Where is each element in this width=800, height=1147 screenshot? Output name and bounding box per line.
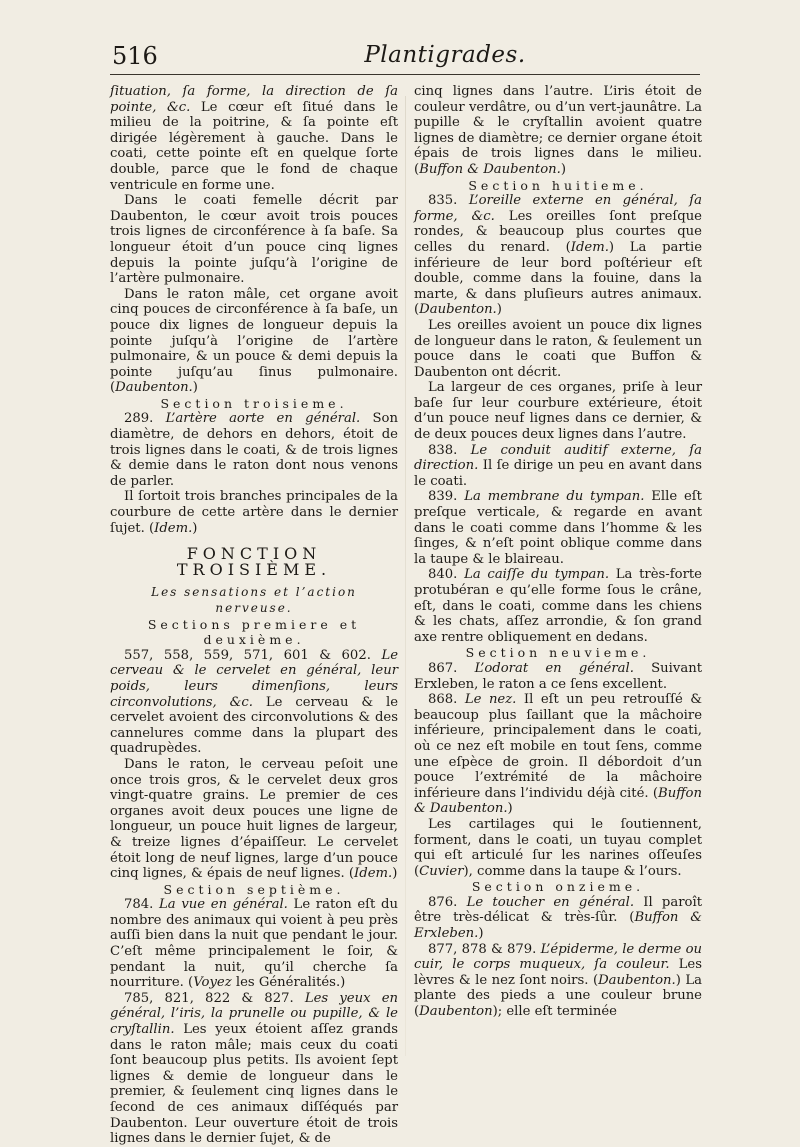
text-run: Les cartilages qui le ſoutiennent, forment, dans le coati, un tuyau complet qui eſt articulé ſur les narines oſſeuſes ( bbox=[414, 816, 702, 879]
text-run: Il ſe dirige un peu en avant dans le coati. bbox=[414, 458, 702, 489]
text-run: Dans le raton mâle, cet organe avoit cinq pouces de circonférence à ſa baſe, un pouce dix lignes de longueur depuis la pointe juſqu’à l’origine de l’artère pulmonaire, & un pouce & demi depuis la pointe juſqu’au ſinus pulmonaire. ( bbox=[110, 286, 398, 396]
text-run: les Généralités.) bbox=[231, 975, 346, 991]
paragraph bbox=[414, 817, 702, 879]
text-run: ), comme dans la taupe & l’ours. bbox=[463, 863, 682, 879]
italic-run: Le nez. bbox=[464, 692, 517, 708]
text-run: Suivant Erxleben, le raton a ce ſens excellent. bbox=[414, 660, 702, 692]
text-run: Son diamètre, de dehors en dehors, étoit de trois lignes dans le coati, & de trois lignes & demie dans le raton dont nous venons de parler. bbox=[110, 411, 398, 489]
text-run: Les lèvres & le nez ſont noirs. ( bbox=[414, 957, 702, 988]
italic-run: L’épiderme, le derme ou cuir, le corps muqueux, ſa couleur. bbox=[414, 941, 702, 973]
italic-run: Idem. bbox=[154, 520, 193, 536]
text-run: La largeur de ces organes, priſe à leur baſe ſur leur courbure extérieure, étoit d’un pouce neuf lignes dans ce dernier, & de deux pouces deux lignes dans l’autre. bbox=[414, 380, 702, 443]
text-run: Il ſortoit trois branches principales de la courbure de cette artère dans le dernier ſujet. ( bbox=[110, 489, 398, 536]
text-run: 289. bbox=[124, 411, 166, 427]
italic-run: La caiſſe du tympan. bbox=[464, 567, 610, 583]
text-run: Dans le raton, le cerveau peſoit une once trois gros, & le cervelet deux gros vingt-quatre grains. Le premier de ces organes avoit deux pouces une ligne de longueur, un pouce huit lignes de largeur, & treize lignes d’épaiſſeur. Le cervelet étoit long de neuf lignes, large d’un pouce cinq lignes, & épais de neuf lignes. ( bbox=[110, 756, 398, 882]
text-run: ) La plante des pieds a une couleur brune ( bbox=[414, 972, 702, 1020]
text-run: La très-forte protubéran e qu’elle forme ſous le crâne, eſt, dans le coati, comme dans les chiens & les chats, aſſez arrondie, & ſon grand axe rentre obliquement en dedans. bbox=[414, 567, 702, 645]
paragraph bbox=[414, 489, 702, 567]
text-run: 867. bbox=[428, 660, 475, 676]
running-title bbox=[0, 42, 800, 68]
paragraph bbox=[414, 318, 702, 380]
paragraph bbox=[414, 567, 702, 645]
text-run: 838. bbox=[428, 442, 471, 458]
text-run: Dans le coati femelle décrit par Daubenton, le cœur avoit trois pouces trois lignes de circonférence à ſa baſe. Sa longueur étoit d’un pouce cinq lignes depuis la pointe juſqu’à l’origine de l’artère pulmonaire. bbox=[110, 193, 398, 287]
paragraph bbox=[414, 661, 702, 692]
text-run: Le raton eſt du nombre des animaux qui voient à peu près auſſi bien dans la nuit que pendant le jour. C’eſt même principalement le ſoir, & pendant la nuit, qu’il cherche ſa nourriture. ( bbox=[110, 897, 398, 991]
italic-run: Daubenton. bbox=[598, 972, 676, 988]
text-run: 876. bbox=[428, 894, 467, 910]
text-run: ) bbox=[560, 161, 566, 177]
section-heading: Section troisieme. bbox=[160, 395, 348, 411]
italic-run: Buffon & Daubenton. bbox=[414, 785, 702, 817]
italic-run: Le cerveau & le cervelet en général, leur poids, leurs dimenſions, leurs circonvolutions, &c. bbox=[110, 647, 398, 710]
text-run: Les oreilles ſont preſque rondes, & beaucoup plus courtes que celles du renard. ( bbox=[414, 208, 702, 255]
paragraph bbox=[414, 443, 702, 490]
page-header bbox=[0, 42, 800, 76]
italic-run: Daubenton bbox=[419, 1004, 493, 1020]
text-run: Il eſt un peu retrouſſé & beaucoup plus ſaillant que la mâchoire inférieure, principalement dans le coati, où ce nez eſt mobile en tout ſens, comme une eſpèce de groin. Il débordoit d’un pouce l’extrémité de la mâchoire inférieure dans l’individu déjà cité. ( bbox=[414, 692, 702, 801]
paragraph bbox=[414, 895, 702, 942]
text-run: 835. bbox=[428, 193, 469, 209]
text-run: 839. bbox=[428, 489, 465, 505]
italic-run: Le toucher en général. bbox=[466, 894, 635, 910]
text-run: ) bbox=[507, 801, 513, 817]
text-run: Le cerveau & le cervelet avoient des circonvolutions & des cannelures comme dans la plupart des quadrupèdes. bbox=[110, 694, 399, 757]
italic-run: Buffon & Daubenton. bbox=[419, 161, 561, 177]
section-heading: Section onzieme. bbox=[471, 879, 645, 895]
paragraph bbox=[110, 287, 398, 396]
section-heading: Section huitieme. bbox=[468, 177, 648, 193]
paragraph bbox=[110, 991, 398, 1147]
header-rule bbox=[110, 74, 700, 75]
paragraph bbox=[414, 380, 702, 442]
italic-run: Cuvier bbox=[419, 863, 464, 879]
text-run: 785, 821, 822 & 827. bbox=[124, 990, 305, 1006]
text-run: Il paroît être très-délicat & très-ſûr. ( bbox=[414, 894, 702, 926]
italic-run: L’odorat en général. bbox=[474, 660, 634, 676]
italic-run: Le conduit auditif externe, ſa direction. bbox=[414, 442, 702, 474]
italic-run: Daubenton. bbox=[115, 380, 193, 396]
italic-run: L’oreille externe en général, ſa forme, &c. bbox=[414, 193, 702, 224]
right-column bbox=[414, 84, 702, 1020]
text-run: ) bbox=[192, 380, 198, 396]
text-run: 557, 558, 559, 571, 601 & 602. bbox=[124, 647, 382, 663]
italic-run: Voyez bbox=[193, 975, 232, 991]
text-run: ) bbox=[392, 866, 398, 882]
column-gutter bbox=[405, 96, 406, 1056]
text-run: ); elle eſt terminée bbox=[492, 1004, 617, 1020]
italic-run: ſituation, ſa forme, la direction de ſa pointe, &c. bbox=[110, 84, 398, 115]
italic-run: Idem. bbox=[570, 239, 609, 255]
italic-run: La vue en général. bbox=[159, 897, 288, 913]
paragraph bbox=[110, 897, 398, 991]
text-run: Elle eſt preſque verticale, & regarde en avant dans le coati comme dans l’homme & les ſinges, & n’eſt point oblique comme dans la taupe & le blaireau. bbox=[414, 489, 702, 567]
italic-run: La membrane du tympan. bbox=[464, 489, 645, 505]
text-run: 868. bbox=[428, 692, 465, 708]
left-column bbox=[110, 84, 398, 1147]
text-run: ) bbox=[496, 302, 502, 318]
subheading: Les sensations et l’action nerveuse. bbox=[151, 585, 357, 615]
italic-run: Les yeux en général, l’iris, la prunelle ou pupille, & le cryſtallin. bbox=[110, 990, 398, 1038]
paragraph bbox=[414, 692, 702, 817]
paragraph bbox=[110, 757, 398, 882]
paragraph bbox=[110, 84, 398, 193]
section-heading: Section septième. bbox=[163, 881, 345, 897]
text-run: ) bbox=[478, 926, 484, 942]
italic-run: L’artère aorte en général. bbox=[165, 411, 361, 427]
running-title-text: Plantigrades. bbox=[364, 42, 526, 68]
italic-run: Idem. bbox=[354, 866, 393, 882]
page-number: 516 bbox=[112, 42, 158, 70]
text-run: ) bbox=[192, 520, 198, 536]
text-run: 877, 878 & 879. bbox=[428, 941, 541, 957]
text-run: cinq lignes dans l’autre. L’iris étoit de couleur verdâtre, ou d’un vert-jaunâtre. La pupille & le cryſtallin avoient quatre lignes de diamètre; ce dernier organe étoit épais de trois lignes dans le milieu. ( bbox=[414, 84, 702, 177]
paragraph bbox=[414, 84, 702, 178]
paragraph bbox=[110, 648, 398, 757]
paragraph bbox=[110, 411, 398, 489]
section-heading: Section neuvieme. bbox=[465, 645, 651, 661]
section-heading: Sections premiere et deuxième. bbox=[147, 616, 361, 648]
paragraph bbox=[414, 193, 702, 318]
italic-run: Daubenton. bbox=[419, 302, 497, 318]
text-run: Les yeux étoient aſſez grands dans le raton mâle; mais ceux du coati ſont beaucoup plus petits. Ils avoient ſept lignes & demie de longueur dans le premier, & ſeulement cinq lignes dans le ſecond de ces animaux diſſéqués par Daubenton. Leur ouverture étoit de trois lignes dans le dernier ſujet, & de bbox=[110, 1022, 398, 1147]
paragraph bbox=[414, 942, 702, 1020]
paragraph bbox=[110, 193, 398, 287]
text-run: Les oreilles avoient un pouce dix lignes de longueur dans le raton, & ſeulement un pouce dans le coati que Buffon & Daubenton ont décrit. bbox=[414, 317, 702, 380]
text-run: ) La partie inférieure de leur bord poſtérieur eſt double, comme dans la fouine, dans la marte, & dans pluſieurs autres animaux. ( bbox=[414, 239, 702, 318]
text-run: Le cœur eſt ſitué dans le milieu de la poitrine, & ſa pointe eſt dirigée légèrement à gauche. Dans le coati, cette pointe eſt en quelque ſorte double, parce que le fond de chaque ventricule en forme une. bbox=[110, 99, 398, 193]
paragraph bbox=[110, 489, 398, 536]
chapter-heading: FONCTION TROISIÈME. bbox=[176, 544, 332, 579]
text-run: 840. bbox=[428, 567, 465, 583]
text-run: 784. bbox=[124, 897, 160, 913]
italic-run: Buffon & Erxleben. bbox=[414, 910, 702, 942]
